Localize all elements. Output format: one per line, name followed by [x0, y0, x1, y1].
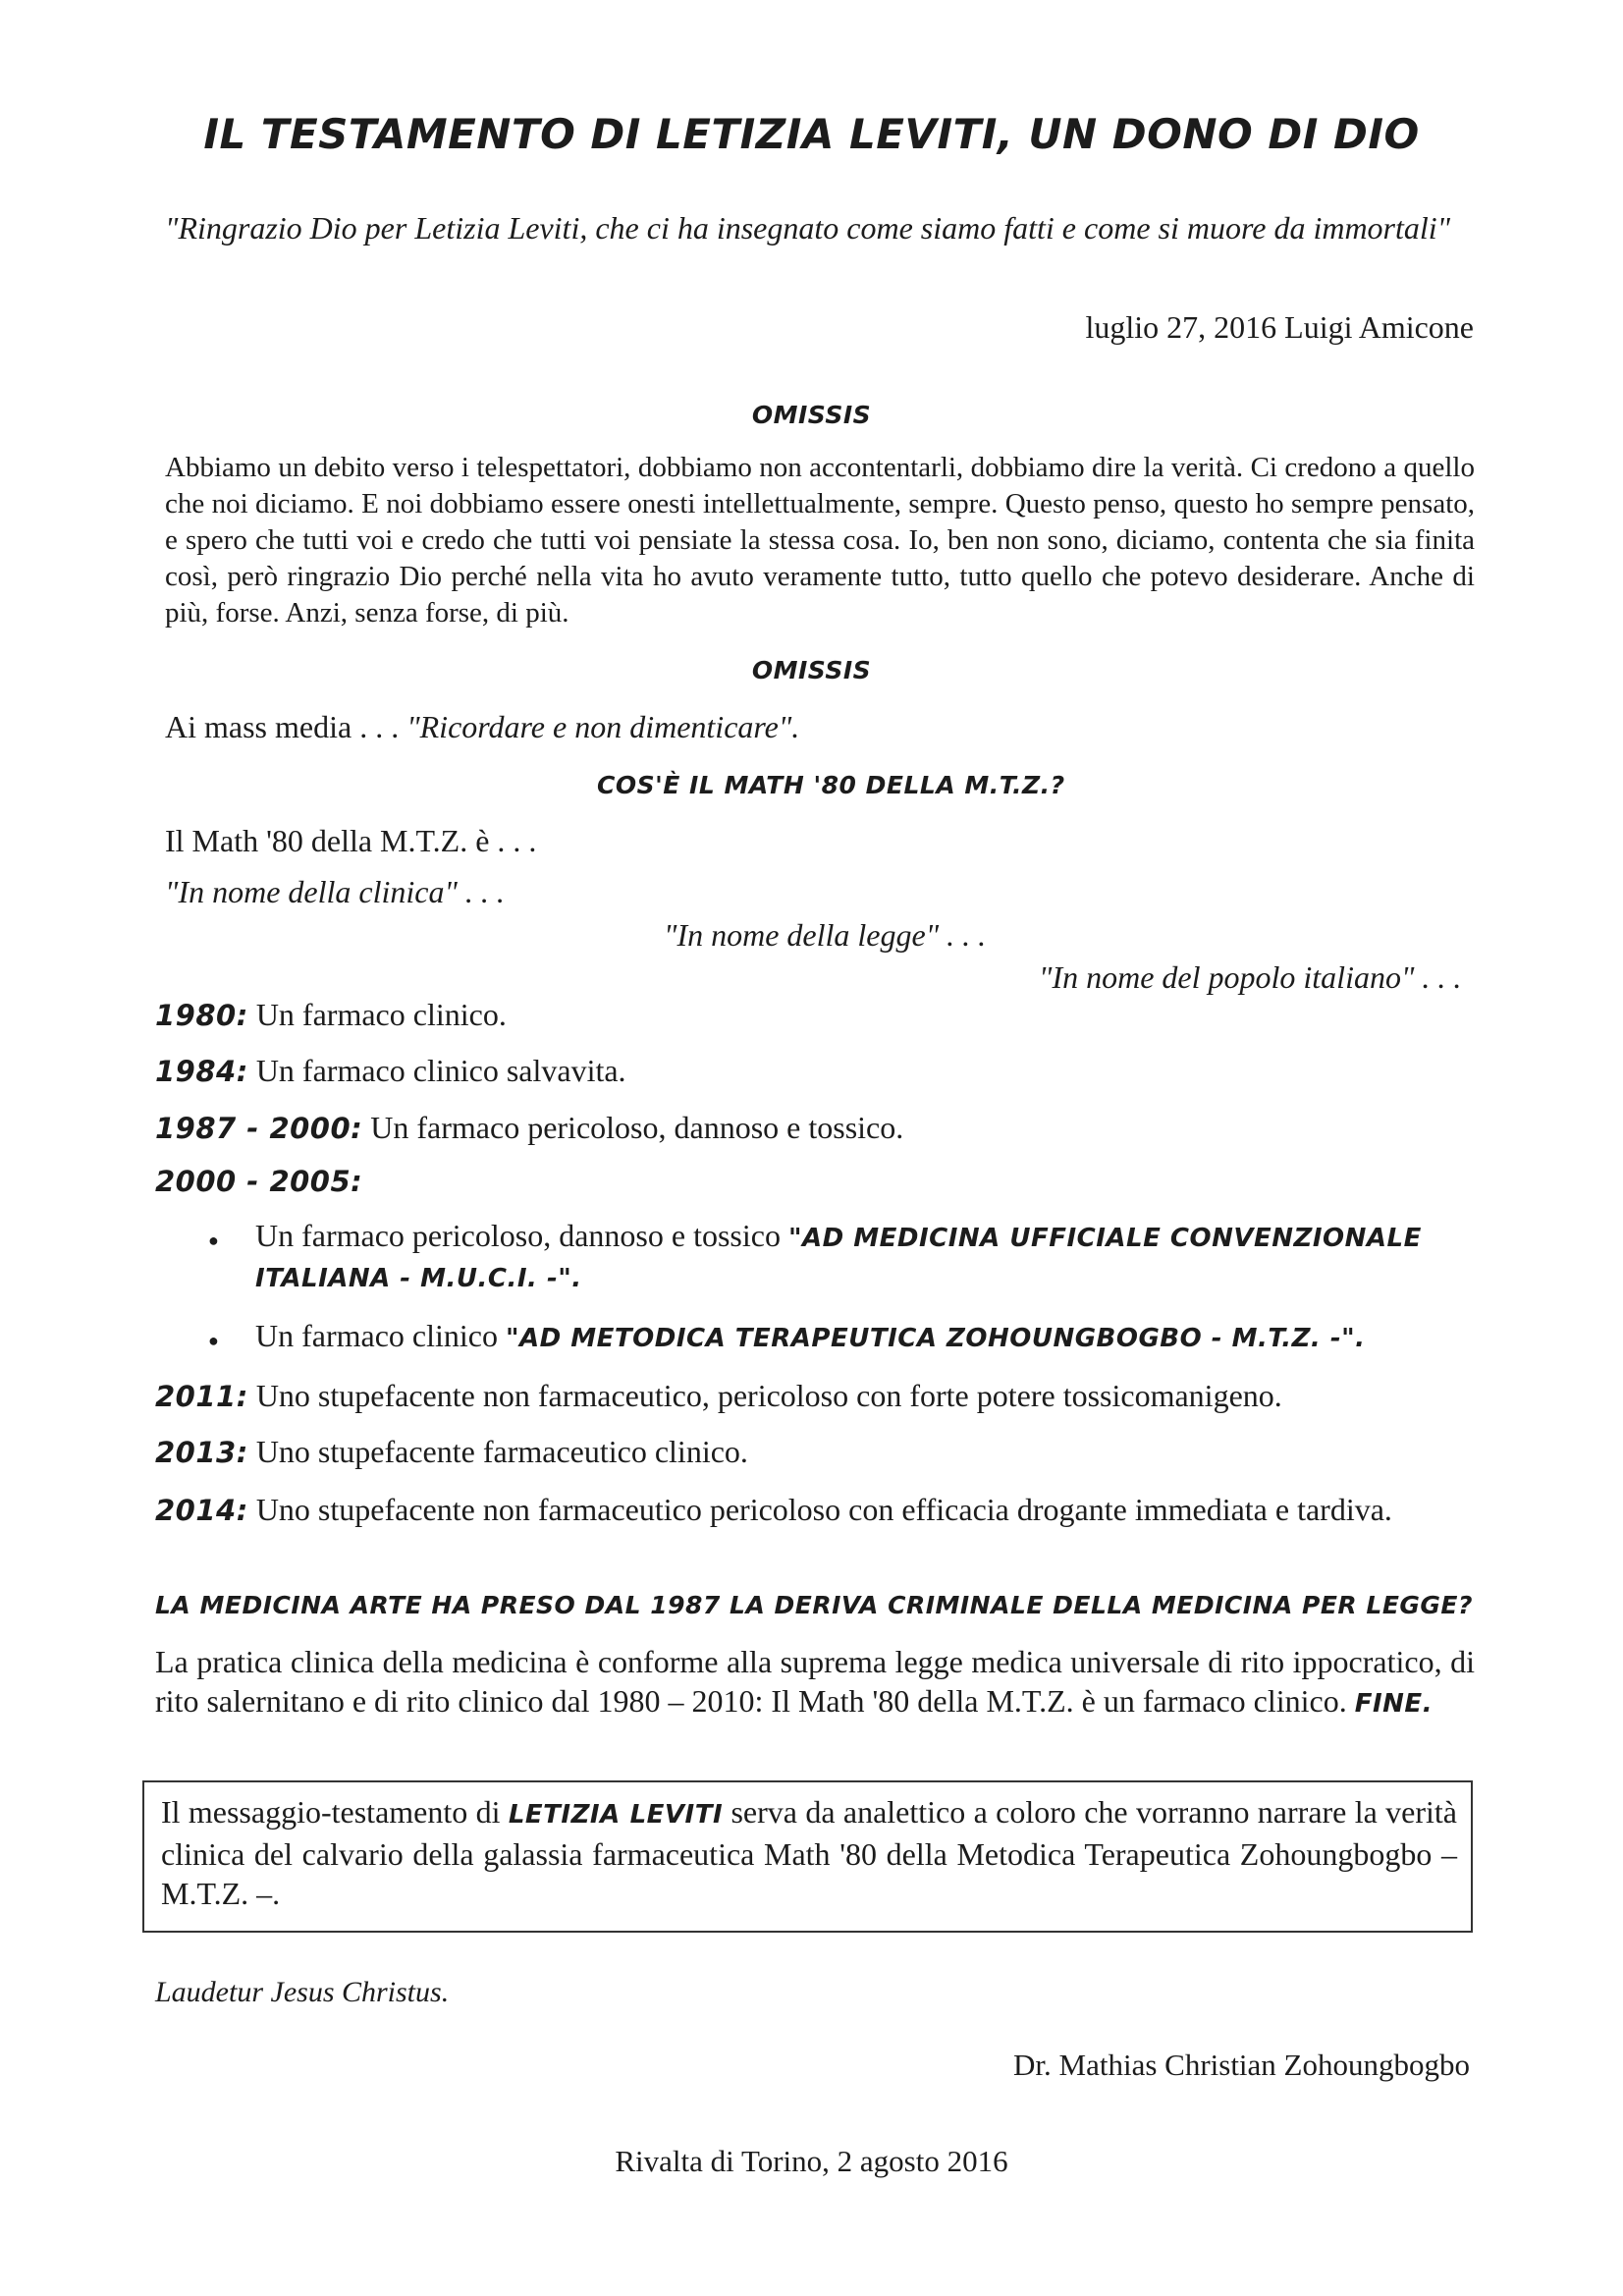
- year-2014: 2014:: [155, 1494, 248, 1527]
- text-1984: Un farmaco clinico salvavita.: [247, 1053, 626, 1088]
- year-2013: 2013:: [155, 1436, 248, 1469]
- bullet-1-text: Un farmaco pericoloso, dannoso e tossico: [255, 1218, 788, 1253]
- year-2011: 2011:: [155, 1380, 248, 1413]
- bullet-dot-1: ●: [208, 1230, 219, 1250]
- bullet-dot-2: ●: [208, 1331, 219, 1350]
- year-2000-2005: 2000 - 2005:: [155, 1165, 363, 1198]
- year-1980: 1980:: [155, 999, 248, 1032]
- document-title: IL TESTAMENTO DI LETIZIA LEVITI, UN DONO DI DIO: [203, 110, 1420, 158]
- mass-media-quote: "Ricordare e non dimenticare".: [406, 709, 800, 744]
- year-1987-2000: 1987 - 2000:: [155, 1112, 363, 1145]
- testament-box: [142, 1780, 1473, 1933]
- testament-paragraph: Abbiamo un debito verso i telespettatori, dobbiamo non accontentarli, dobbiamo dire la verità. Ci credono a quello che noi diciamo. E noi dobbiamo essere onesti intellettualmente, sempre. Questo penso, questo ho sempre pensato, e spero che tutti voi e credo che tutti voi pensiate la stessa cosa. Io, ben non sono, diciamo, contenta che sia finita così, però ringrazio Dio perché nella vita ho avuto veramente tutto, tutto quello che potevo desiderare. Anche di più, forse. Anzi, senza forse, di più.: [165, 452, 1475, 629]
- timeline-1980: [155, 997, 507, 1033]
- text-1980: Un farmaco clinico.: [247, 997, 507, 1032]
- testament-box-text: [161, 1792, 1457, 1913]
- omissis-heading-2: OMISSIS: [751, 656, 872, 684]
- text-2011: Uno stupefacente non farmaceutico, pericoloso con forte potere tossicomanigeno.: [247, 1378, 1282, 1413]
- answer-text: La pratica clinica della medicina è conforme alla suprema legge medica universale di rito ippocratico, di rito salernitano e di rito clinico dal 1980 – 2010: Il Math '80 della M.T.Z. è un farmaco clinico.: [155, 1644, 1475, 1719]
- laudetur: Laudetur Jesus Christus.: [155, 1976, 450, 2008]
- signature: Dr. Mathias Christian Zohoungbogbo: [1013, 2048, 1470, 2082]
- text-1987: Un farmaco pericoloso, dannoso e tossico.: [362, 1110, 904, 1145]
- dateline: luglio 27, 2016 Luigi Amicone: [1085, 309, 1474, 345]
- criminal-question: LA MEDICINA ARTE HA PRESO DAL 1987 LA DERIVA CRIMINALE DELLA MEDICINA PER LEGGE?: [155, 1591, 1474, 1619]
- mass-media-prefix: Ai mass media . . .: [165, 709, 407, 744]
- answer-fine: FINE.: [1354, 1689, 1434, 1719]
- bullet-2-text: Un farmaco clinico: [255, 1318, 506, 1353]
- text-2014: Uno stupefacente non farmaceutico pericoloso con efficacia drogante immediata e tardiva.: [247, 1492, 1392, 1527]
- bullet-1-line-1: [255, 1218, 1422, 1254]
- mass-media-line: [165, 709, 799, 745]
- nome-legge: "In nome della legge" . . .: [664, 917, 987, 953]
- box-text-1: Il messaggio-testamento di: [161, 1794, 509, 1830]
- place-date: Rivalta di Torino, 2 agosto 2016: [615, 2144, 1008, 2178]
- section-heading: COS'È IL MATH '80 DELLA M.T.Z.?: [597, 771, 1065, 799]
- box-text-2: serva da analettico a coloro che vorranno narrare la verità clinica del calvario della galassia farmaceutica Math '80 della Metodica Terapeutica Zohoungbogbo – M.T.Z. –.: [161, 1794, 1457, 1911]
- opening-quote: "Ringrazio Dio per Letizia Leviti, che ci ha insegnato come siamo fatti e come si muore da immortali": [165, 210, 1451, 246]
- timeline-2014: [155, 1490, 1475, 1530]
- timeline-1984: [155, 1053, 626, 1089]
- timeline-2013: [155, 1434, 748, 1470]
- year-1984: 1984:: [155, 1055, 248, 1088]
- math-intro: Il Math '80 della M.T.Z. è . . .: [165, 823, 537, 858]
- omissis-heading-1: OMISSIS: [751, 401, 872, 429]
- bullet-1-hand-a: "AD MEDICINA UFFICIALE CONVENZIONALE: [787, 1224, 1422, 1253]
- box-name: LETIZIA LEVITI: [508, 1800, 724, 1830]
- bullet-1-hand-b: ITALIANA - M.U.C.I. -".: [255, 1264, 582, 1293]
- timeline-2011: [155, 1378, 1282, 1414]
- bullet-2-hand: "AD METODICA TERAPEUTICA ZOHOUNGBOGBO - M.T.Z. -".: [506, 1324, 1366, 1353]
- nome-popolo: "In nome del popolo italiano" . . .: [1039, 959, 1462, 995]
- nome-clinica: "In nome della clinica" . . .: [165, 874, 505, 909]
- answer-paragraph: [155, 1642, 1475, 1723]
- text-2013: Uno stupefacente farmaceutico clinico.: [247, 1434, 748, 1469]
- timeline-1987: [155, 1110, 903, 1146]
- bullet-2-line: [255, 1318, 1366, 1354]
